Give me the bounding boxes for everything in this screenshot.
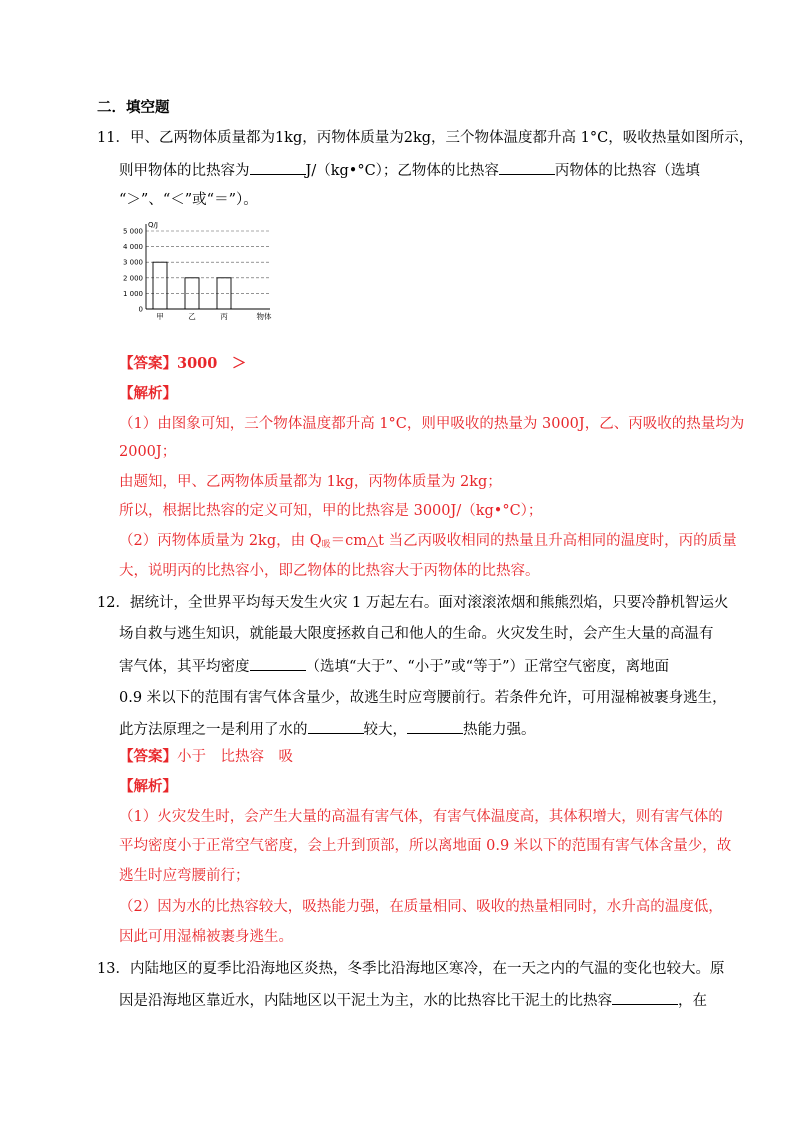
q12-blank-2[interactable] bbox=[308, 719, 364, 734]
section-title: 二．填空题 bbox=[97, 99, 170, 116]
q13-number: 13． bbox=[97, 961, 130, 977]
chart-y-tick-label: 3 000 bbox=[122, 258, 143, 267]
q12-text-5c: 热能力强。 bbox=[463, 722, 536, 738]
q11-text-2b: J/（kg•°C）；乙物体的比热容 bbox=[305, 163, 499, 179]
q12-text-5b: 较大， bbox=[363, 722, 407, 738]
q12-analysis-5: 因此可用湿棉被裹身逃生。 bbox=[119, 929, 293, 945]
q12-analysis-1: （1）火灾发生时，会产生大量的高温有害气体，有害气体温度高，其体积增大，则有害气体的 bbox=[119, 809, 723, 825]
q12-line-2: 场自救与逃生知识，就能最大限度拯救自己和他人的生命。火灾发生时，会产生大量的高温有 bbox=[119, 626, 714, 642]
q11-analysis-5b: ＝cm△t 当乙丙吸收相同的热量且升高相同的温度时，丙的质量 bbox=[330, 533, 737, 549]
q12-answer-text: 小于 比热容 吸 bbox=[177, 749, 293, 765]
q11-line-2 bbox=[119, 160, 700, 181]
chart-bar bbox=[153, 262, 167, 309]
chart-y-tick-label: 4 000 bbox=[122, 243, 143, 252]
q13-text-1: 内陆地区的夏季比沿海地区炎热，冬季比沿海地区寒冷，在一天之内的气温的变化也较大。原 bbox=[129, 961, 725, 977]
q11-analysis-4: 所以，根据比热容的定义可知，甲的比热容是 3000J/（kg•°C）； bbox=[119, 503, 543, 519]
q11-text-2a: 则甲物体的比热容为 bbox=[119, 163, 250, 179]
q11-analysis-5 bbox=[119, 531, 737, 555]
chart-y-tick-label: 5 000 bbox=[122, 227, 143, 236]
q11-analysis-1: （1）由图象可知，三个物体温度都升高 1°C，则甲吸收的热量为 3000J，乙、丙吸收的热量均为 bbox=[119, 416, 745, 432]
q13-text-2a: 因是沿海地区靠近水，内陆地区以干泥土为主，水的比热容比干泥土的比热容 bbox=[119, 993, 612, 1009]
q11-line-1 bbox=[97, 128, 753, 148]
q12-text-3a: 害气体，其平均密度 bbox=[119, 659, 250, 675]
q12-analysis-4: （2）因为水的比热容较大，吸热能力强，在质量相同、吸收的热量相同时，水升高的温度低， bbox=[119, 899, 723, 915]
q-absorbed-subscript: 吸 bbox=[321, 540, 331, 550]
q11-answer: 【答案】3000 ＞ bbox=[119, 355, 247, 372]
q12-answer-label: 【答案】 bbox=[119, 748, 177, 765]
q11-text-2c: 丙物体的比热容（选填 bbox=[554, 163, 700, 179]
q12-line-4: 0.9 米以下的范围有害气体含量少，故逃生时应弯腰前行。若条件允许，可用湿棉被裹身逃生， bbox=[119, 690, 727, 706]
chart-y-tick-label: 1 000 bbox=[122, 289, 143, 298]
q11-analysis-label: 【解析】 bbox=[119, 385, 177, 402]
chart-y-axis-label: Q/J bbox=[148, 221, 158, 229]
q11-text-1: 甲、乙两物体质量都为1kg，丙物体质量为2kg，三个物体温度都升高 1°C，吸收热量如图所示， bbox=[129, 130, 754, 146]
q12-answer bbox=[119, 747, 293, 767]
heat-bar-chart bbox=[112, 218, 282, 328]
q12-line-1 bbox=[97, 593, 728, 613]
chart-category-label: 乙 bbox=[188, 312, 196, 321]
q12-line-5 bbox=[119, 719, 536, 740]
q13-blank-1[interactable] bbox=[612, 990, 678, 1005]
q13-line-1 bbox=[97, 959, 724, 979]
q12-analysis-2: 平均密度小于正常空气密度，会上升到顶部，所以离地面 0.9 米以下的范围有害气体含量少，故 bbox=[119, 838, 732, 854]
chart-x-axis-label: 物体 bbox=[256, 312, 272, 321]
q11-analysis-3: 由题知，甲、乙两物体质量都为 1kg，丙物体质量为 2kg； bbox=[119, 474, 502, 490]
q11-analysis-5a: （2）丙物体质量为 2kg，由 Q bbox=[119, 533, 322, 549]
q11-analysis-6: 大，说明丙的比热容小，即乙物体的比热容大于丙物体的比热容。 bbox=[119, 563, 540, 579]
q12-blank-1[interactable] bbox=[250, 656, 306, 671]
chart-y-tick-label: 0 bbox=[138, 305, 143, 314]
chart-y-tick-label: 2 000 bbox=[122, 274, 143, 283]
q12-text-5a: 此方法原理之一是利用了水的 bbox=[119, 722, 308, 738]
q12-analysis-3: 逃生时应弯腰前行； bbox=[119, 868, 250, 884]
q12-line-3 bbox=[119, 656, 669, 677]
q11-line-3: “＞”、“＜”或“＝”）。 bbox=[119, 192, 258, 208]
q12-text-1: 据统计，全世界平均每天发生火灾 1 万起左右。面对滚滚浓烟和熊熊烈焰，只要冷静机智运火 bbox=[129, 595, 729, 611]
q13-text-2b: ，在 bbox=[678, 993, 707, 1009]
q12-blank-3[interactable] bbox=[407, 719, 463, 734]
q11-blank-1[interactable] bbox=[250, 160, 306, 175]
q12-number: 12． bbox=[97, 595, 130, 611]
chart-category-label: 丙 bbox=[220, 312, 228, 321]
q11-number: 11． bbox=[97, 130, 130, 146]
q11-analysis-2: 2000J； bbox=[119, 444, 177, 460]
chart-category-label: 甲 bbox=[156, 312, 164, 321]
q13-line-2 bbox=[119, 990, 707, 1011]
q11-blank-2[interactable] bbox=[499, 160, 555, 175]
q12-text-3b: （选填“大于”、“小于”或“等于”）正常空气密度，离地面 bbox=[305, 659, 669, 675]
q12-analysis-label: 【解析】 bbox=[119, 778, 177, 795]
